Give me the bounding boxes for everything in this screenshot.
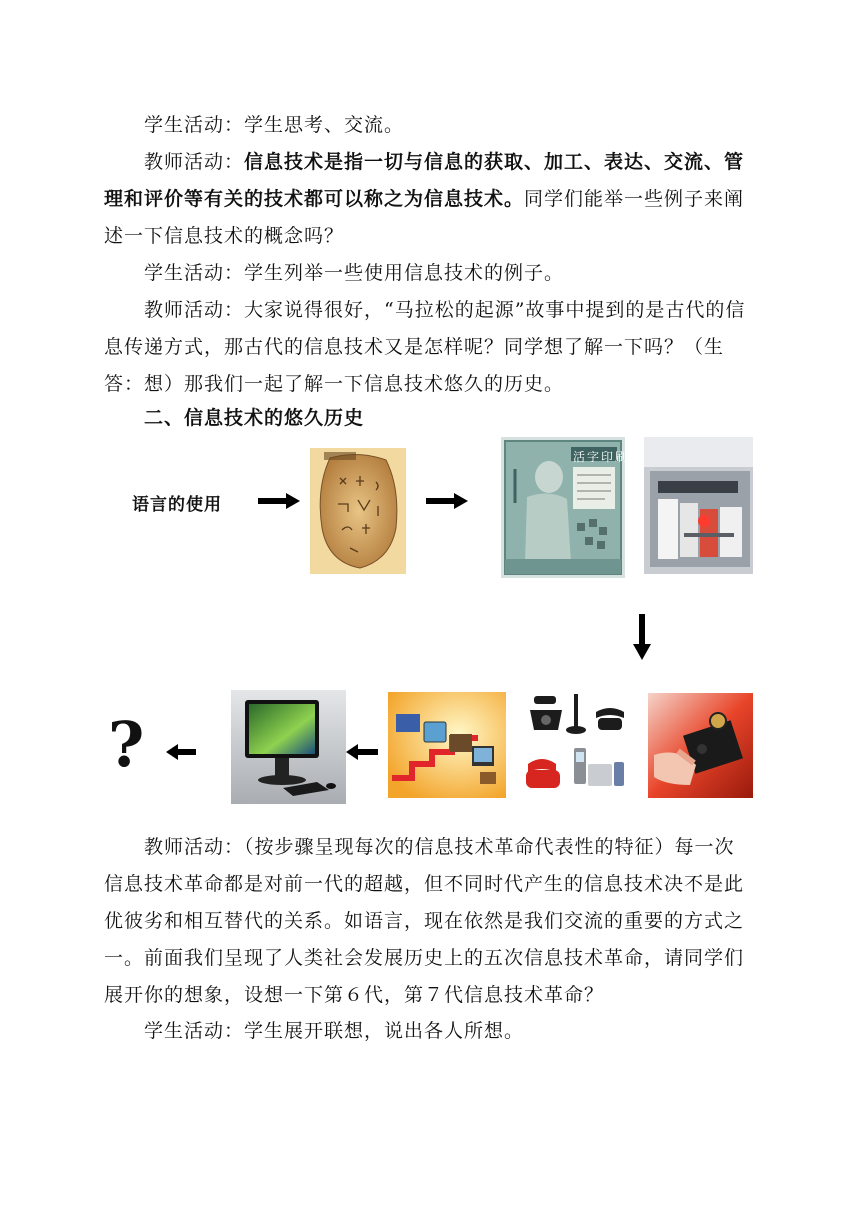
student-activity-1: 学生活动：学生思考、交流。: [144, 114, 405, 136]
arrow-down-icon: [633, 614, 651, 660]
arrow-right-icon: [426, 493, 468, 509]
telegraph-image: [648, 693, 753, 798]
arrow-left-icon: [166, 744, 196, 760]
arrow-left-icon: [346, 744, 378, 760]
media-devices-image: [388, 692, 506, 798]
arrow-right-icon: [258, 493, 300, 509]
teacher-activity-2: 教师活动：大家说得很好，“马拉松的起源”故事中提到的是古代的信息传递方式，那古代的信息技术又是怎样呢？同学想了解一下吗？（生答：想）那我们一起了解一下信息技术悠久的历史。: [104, 299, 746, 395]
modern-printer-image: [644, 437, 753, 574]
student-activity-2: 学生活动：学生列举一些使用信息技术的例子。: [144, 262, 565, 284]
language-use-label: 语言的使用: [132, 495, 222, 515]
teacher-activity-3: 教师活动：（按步骤呈现每次的信息技术革命代表性的特征）每一次信息技术革命都是对前一代的超越，但不同时代产生的信息技术决不是此优彼劣和相互替代的关系。如语言，现在依然是我们交流的重要的方式之一。前面我们呈现了人类社会发展历史上的五次信息技术革命，请同学们展开你的想象，设想一下第６代，第７代信息技术革命？: [104, 836, 745, 1006]
future-question-mark: ?: [108, 708, 145, 781]
teacher-prefix: 教师活动：: [144, 151, 245, 173]
student-activity-3: 学生活动：学生展开联想，说出各人所想。: [144, 1020, 525, 1042]
printing-caption: 活字印刷: [573, 450, 630, 464]
teacher-activity-1: [104, 144, 754, 255]
oracle-bone-image: [310, 448, 406, 574]
definition-bold: 信息技术是指一切与信息的获取、加工、表达、交流、管理和评价等有关的技术都可以称之为信息技术。: [104, 151, 745, 210]
teacher-question: 同学们能举一些例子来阐述一下信息技术的概念吗？: [104, 188, 745, 247]
computer-image: [231, 690, 346, 804]
section-heading: 二、信息技术的悠久历史: [144, 407, 365, 429]
telephones-image: [520, 690, 633, 798]
